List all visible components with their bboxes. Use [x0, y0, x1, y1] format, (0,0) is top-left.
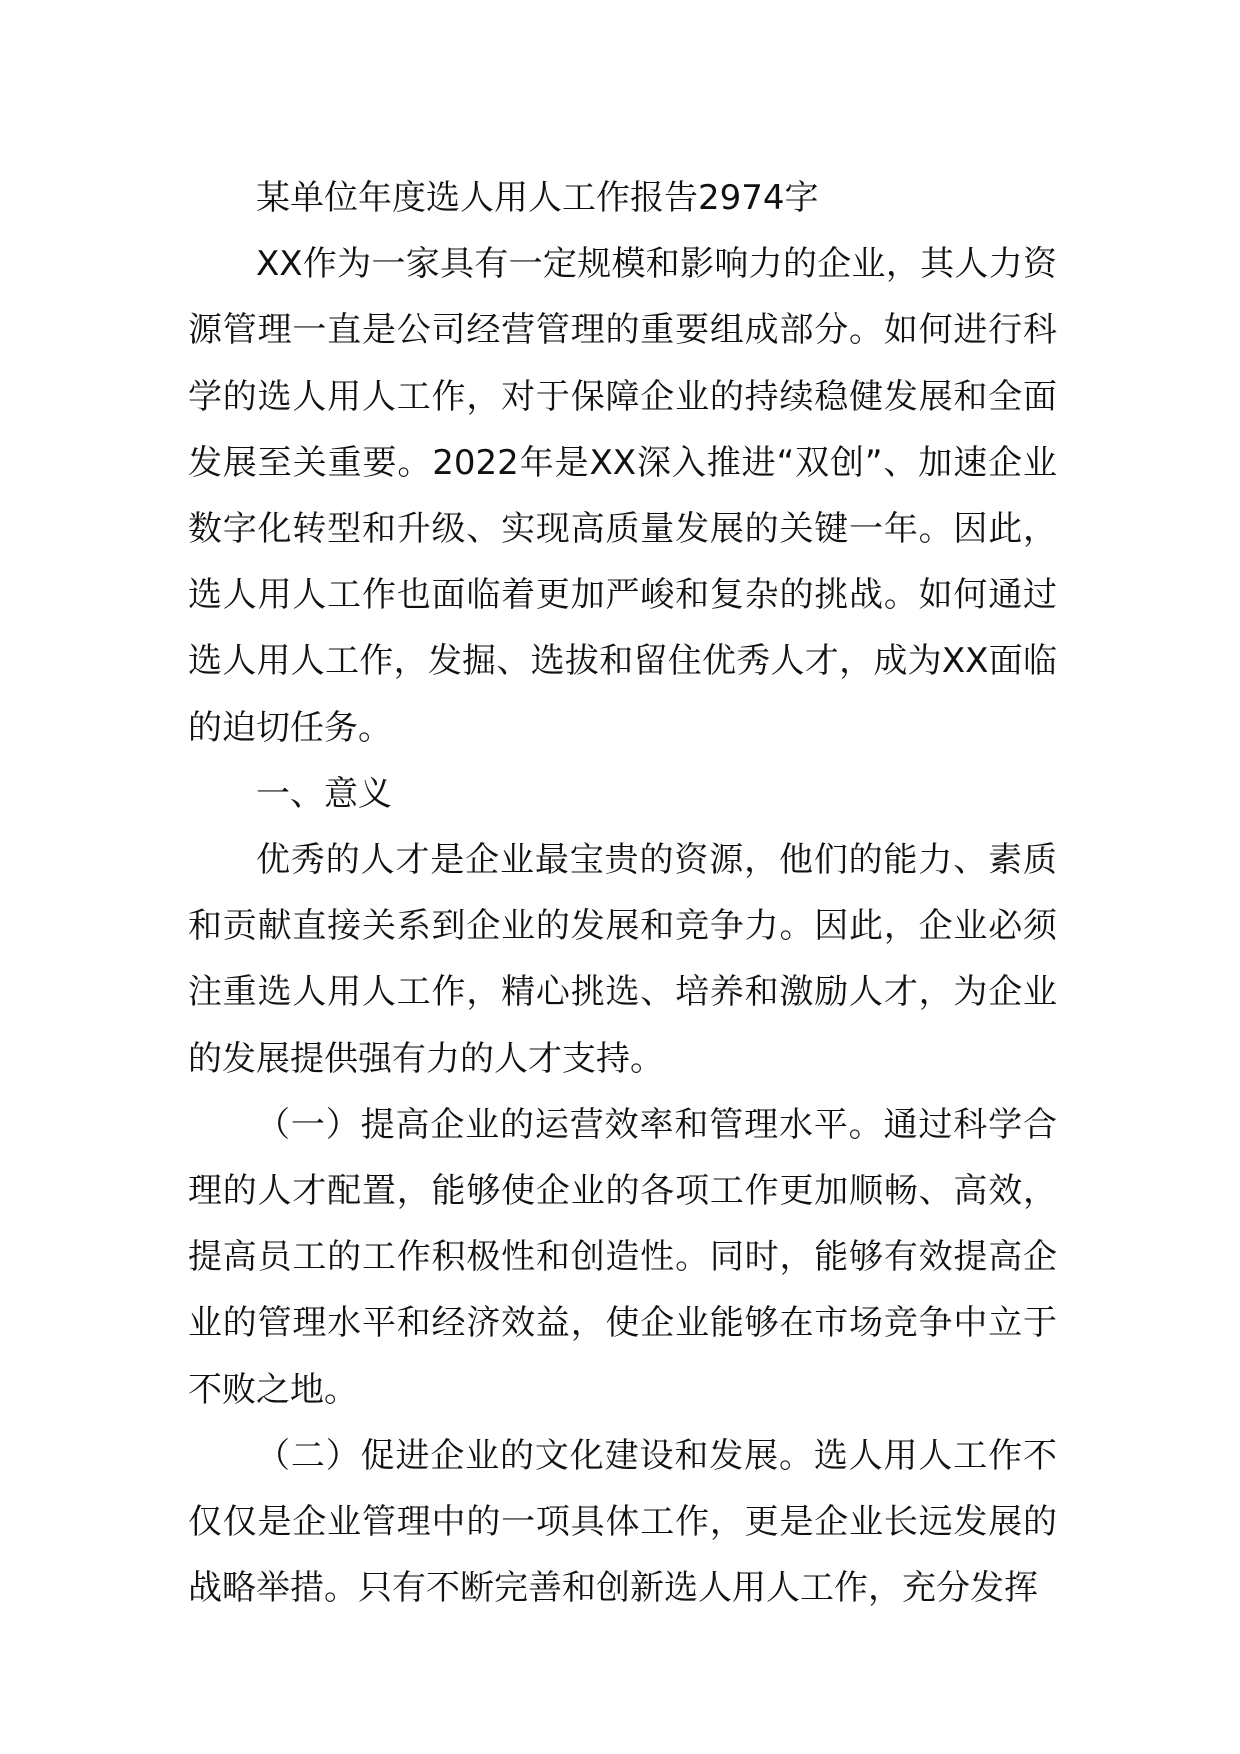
- point-one-paragraph: （一）提高企业的运营效率和管理水平。通过科学合理的人才配置，能够使企业的各项工作更加顺畅、高效，提高员工的工作积极性和创造性。同时，能够有效提高企业的管理水平和经济效益，使企业能够在市场竞争中立于不败之地。: [188, 1104, 1057, 1410]
- document-body: [188, 165, 1057, 1621]
- section-heading-significance: 一、意义: [256, 773, 392, 814]
- intro-paragraph: XX作为一家具有一定规模和影响力的企业，其人力资源管理一直是公司经营管理的重要组成部分。如何进行科学的选人用人工作，对于保障企业的持续稳健发展和全面发展至关重要。2022年是XX深入推进“双创”、加速企业数字化转型和升级、实现高质量发展的关键一年。因此，选人用人工作也面临着更加严峻和复杂的挑战。如何通过选人用人工作，发掘、选拔和留住优秀人才，成为XX面临的迫切任务。: [188, 244, 1057, 748]
- point-two-paragraph: （二）促进企业的文化建设和发展。选人用人工作不仅仅是企业管理中的一项具体工作，更是企业长远发展的战略举措。只有不断完善和创新选人用人工作，充分发挥: [188, 1435, 1057, 1609]
- significance-paragraph: 优秀的人才是企业最宝贵的资源，他们的能力、素质和贡献直接关系到企业的发展和竞争力。因此，企业必须注重选人用人工作，精心挑选、培养和激励人才，为企业的发展提供强有力的人才支持。: [188, 840, 1057, 1079]
- document-title: 某单位年度选人用人工作报告2974字: [256, 178, 819, 218]
